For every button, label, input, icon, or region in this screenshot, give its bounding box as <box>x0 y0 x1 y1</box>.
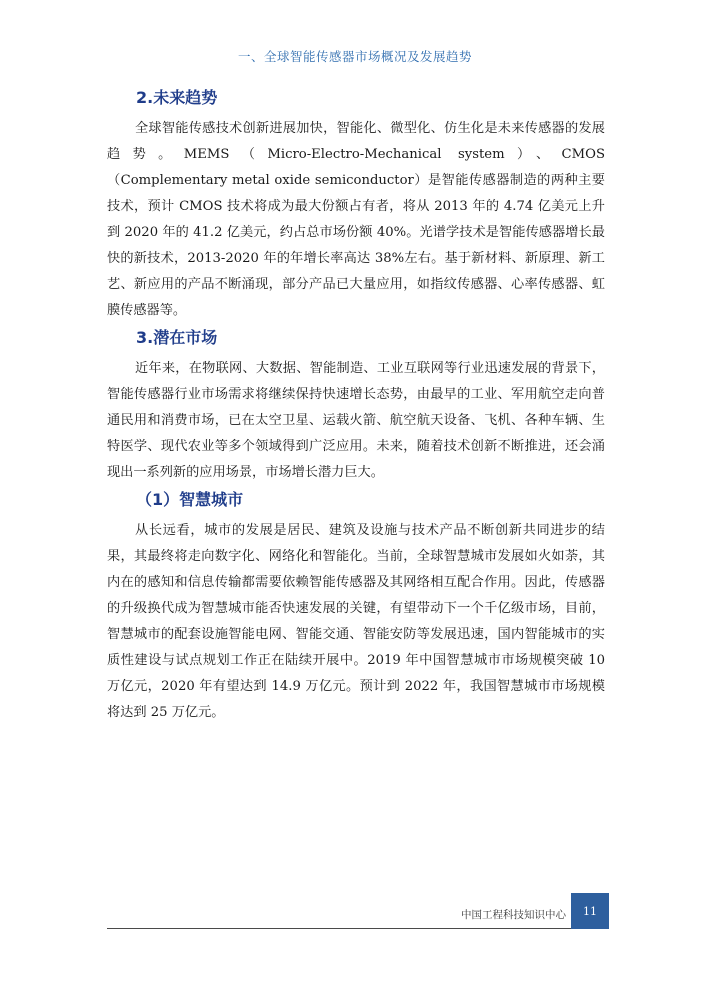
document-body <box>107 84 605 726</box>
subsection-heading-smart-city: （1）智慧城市 <box>136 490 244 509</box>
footer-divider <box>107 928 573 929</box>
paragraph-smart-city: 从长远看，城市的发展是居民、建筑及设施与技术产品不断创新共同进步的结果，其最终将走向数字化、网络化和智能化。当前，全球智慧城市发展如火如荼，其内在的感知和信息传输都需要依赖智能传感器及其网络相互配合作用。因此，传感器的升级换代成为智慧城市能否快速发展的关键，有望带动下一个千亿级市场，目前，智慧城市的配套设施智能电网、智能交通、智能安防等发展迅速，国内智能城市的实质性建设与试点规划工作正在陆续开展中。2019 年中国智慧城市市场规模突破 10 万亿元，2020 年有望达到 14.9 万亿元。预计到 2022 年，我国智慧城市市场规模将达到 25 万亿元。 <box>107 523 605 720</box>
section-heading-potential-market: 3.潜在市场 <box>136 328 218 347</box>
running-header: 一、全球智能传感器市场概况及发展趋势 <box>237 49 472 64</box>
page-number-badge <box>571 893 609 929</box>
paragraph-potential-market: 近年来，在物联网、大数据、智能制造、工业互联网等行业迅速发展的背景下，智能传感器行业市场需求将继续保持快速增长态势，由最早的工业、军用航空走向普通民用和消费市场，已在太空卫星、运载火箭、航空航天设备、飞机、各种车辆、生特医学、现代农业等多个领域得到广泛应用。未来，随着技术创新不断推进，还会涌现出一系列新的应用场景，市场增长潜力巨大。 <box>107 361 605 480</box>
section-heading-future-trends: 2.未来趋势 <box>136 88 218 107</box>
paragraph-future-trends: 全球智能传感技术创新进展加快，智能化、微型化、仿生化是未来传感器的发展趋势。MEMS（Micro-Electro-Mechanical system）、CMOS（Complementary metal oxide semiconductor）是智能传感器制造的两种主要技术，预计 CMOS 技术将成为最大份额占有者，将从 2013 年的 4.74 亿美元上升到 2020 年的 41.2 亿美元，约占总市场份额 40%。光谱学技术是智能传感器增长最快的新技术，2013-2020 年的年增长率高达 38%左右。基于新材料、新原理、新工艺、新应用的产品不断涌现，部分产品已大量应用，如指纹传感器、心率传感器、虹膜传感器等。 <box>107 121 605 318</box>
page-number: 11 <box>583 904 597 918</box>
footer-organization: 中国工程科技知识中心 <box>461 909 566 921</box>
